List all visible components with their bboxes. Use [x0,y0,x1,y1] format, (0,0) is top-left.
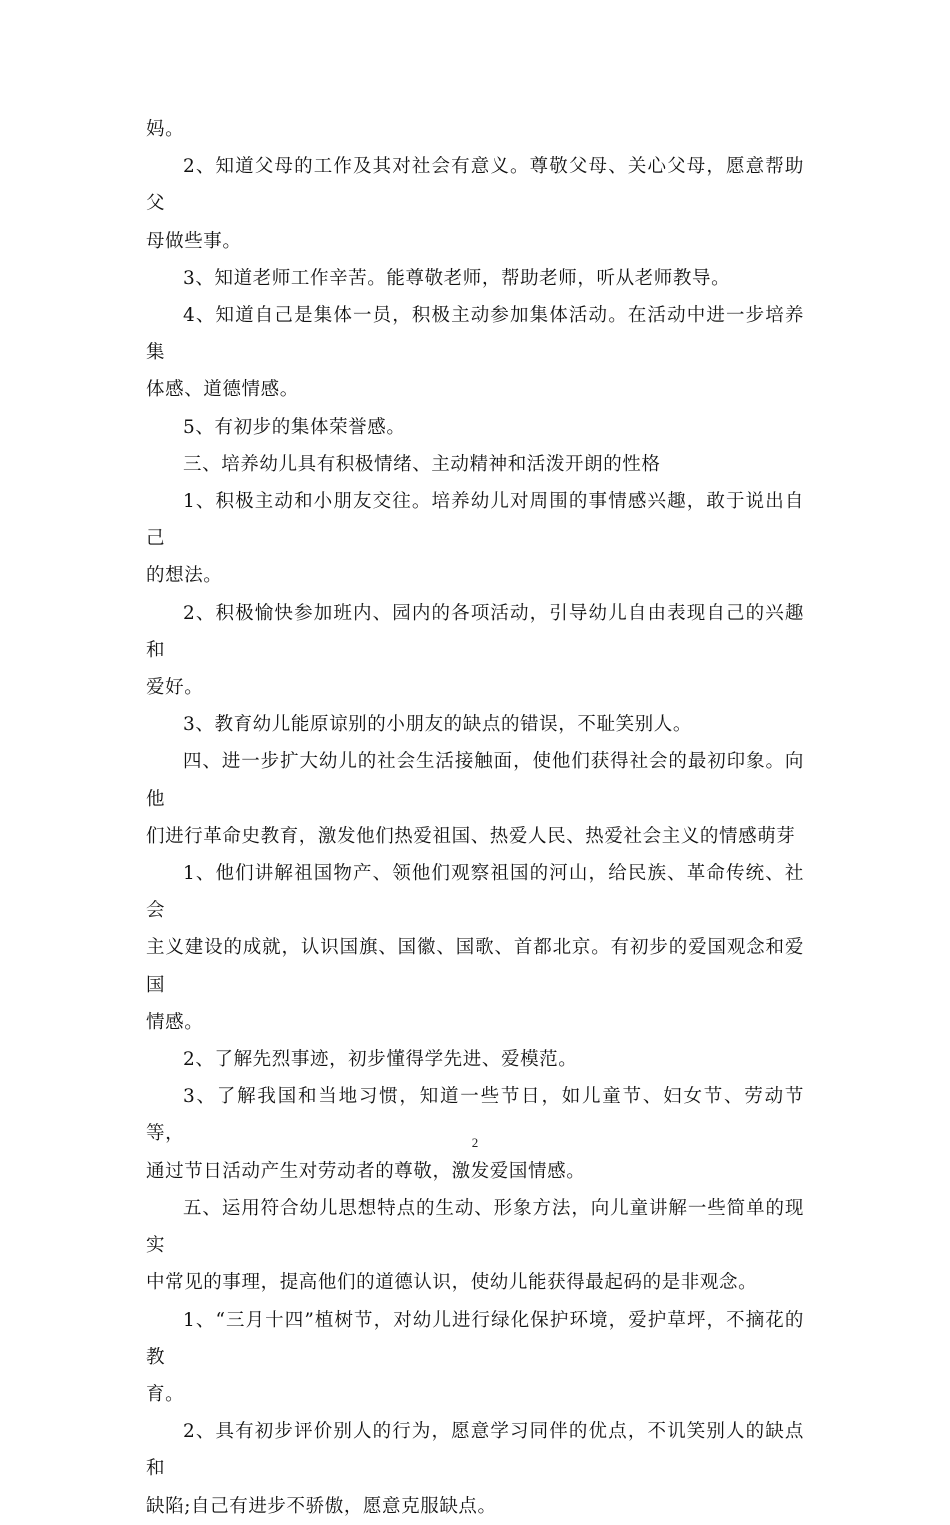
paragraph: 3、教育幼儿能原谅别的小朋友的缺点的错误，不耻笑别人。 [183,714,692,736]
section-heading: 五、运用符合幼儿思想特点的生动、形象方法，向儿童讲解一些简单的现实 中常见的事理，提高他们的道德认识，使幼儿能获得最起码的是非观念。 [146,1197,804,1294]
document-body [146,111,804,1525]
paragraph: 2、了解先烈事迹，初步懂得学先进、爱模范。 [183,1049,578,1071]
section-heading: 四、进一步扩大幼儿的社会生活接触面，使他们获得社会的最初印象。向他 们进行革命史教育，激发他们热爱祖国、热爱人民、热爱社会主义的情感萌芽 [146,751,804,847]
paragraph: 1、积极主动和小朋友交往。培养幼儿对周围的事情感兴趣，敢于说出自己 的想法。 [146,491,804,587]
page-number: 2 [471,1135,479,1150]
paragraph: 1、他们讲解祖国物产、领他们观察祖国的河山，给民族、革命传统、社会 主义建设的成就，认识国旗、国徽、国歌、首都北京。有初步的爱国观念和爱国 情感。 [146,863,804,1033]
paragraph: 3、了解我国和当地习惯，知道一些节日，如儿童节、妇女节、劳动节等， 通过节日活动产生对劳动者的尊敬，激发爱国情感。 [146,1086,804,1182]
section-heading: 三、培养幼儿具有积极情绪、主动精神和活泼开朗的性格 [183,453,661,475]
paragraph: 4、知道自己是集体一员，积极主动参加集体活动。在活动中进一步培养集 体感、道德情感。 [146,305,804,401]
paragraph: 2、具有初步评价别人的行为，愿意学习同伴的优点，不讥笑别人的缺点和 缺陷;自己有进步不骄傲，愿意克服缺点。 [146,1421,804,1517]
paragraph: 1、“三月十四”植树节，对幼儿进行绿化保护环境，爱护草坪，不摘花的教 育。 [146,1309,804,1405]
paragraph: 2、知道父母的工作及其对社会有意义。尊敬父母、关心父母，愿意帮助父 母做些事。 [146,156,804,252]
paragraph: 3、知道老师工作辛苦。能尊敬老师，帮助老师，听从老师教导。 [183,267,731,289]
paragraph: 2、积极愉快参加班内、园内的各项活动，引导幼儿自由表现自己的兴趣和 爱好。 [146,602,804,699]
paragraph: 5、有初步的集体荣誉感。 [183,416,406,438]
paragraph: 妈。 [146,119,185,140]
